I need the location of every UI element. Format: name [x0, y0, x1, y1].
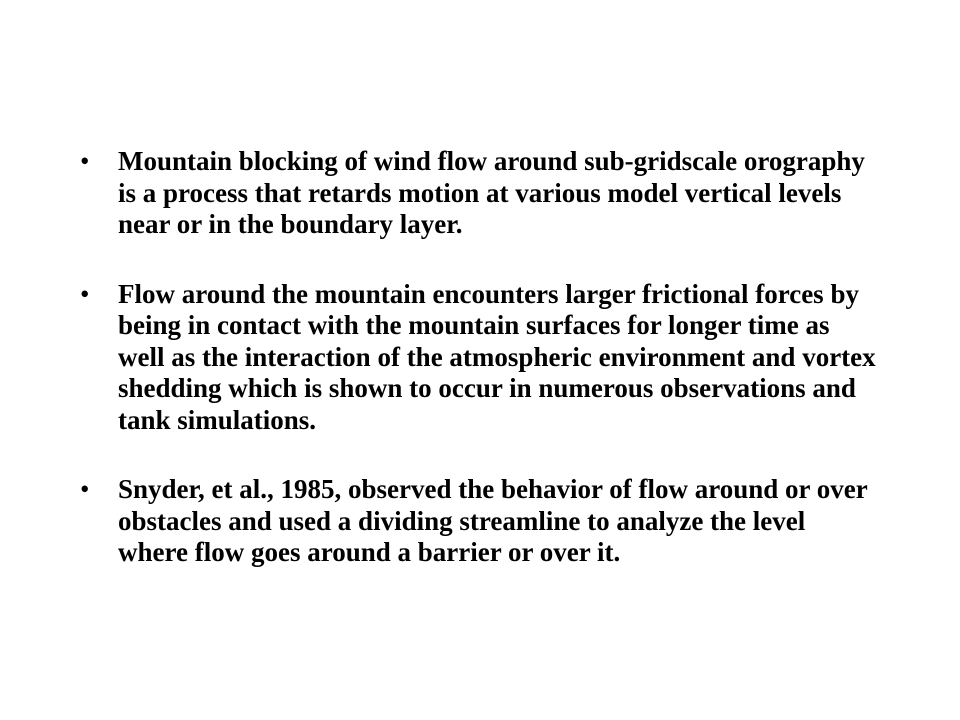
bullet-dot-icon: •: [80, 474, 90, 504]
bullet-list: [80, 146, 880, 569]
bullet-text: Mountain blocking of wind flow around sub-gridscale orography is a process that retards motion at various model vertical levels near or in the boundary layer.: [118, 146, 865, 239]
bullet-item-flow-around-mountain: [80, 279, 880, 437]
bullet-text: Flow around the mountain encounters larger frictional forces by being in contact with the mountain surfaces for longer time as well as the interaction of the atmospheric environment and vortex shedding which is shown to occur in numerous observations and tank simulations.: [118, 278, 876, 435]
bullet-item-snyder-1985: [80, 474, 880, 569]
bullet-dot-icon: •: [80, 146, 90, 176]
bullet-item-mountain-blocking: [80, 146, 880, 241]
bullet-dot-icon: •: [80, 278, 90, 309]
bullet-text: Snyder, et al., 1985, observed the behavior of flow around or over obstacles and used a dividing streamline to analyze the level where flow goes around a barrier or over it.: [118, 474, 868, 567]
